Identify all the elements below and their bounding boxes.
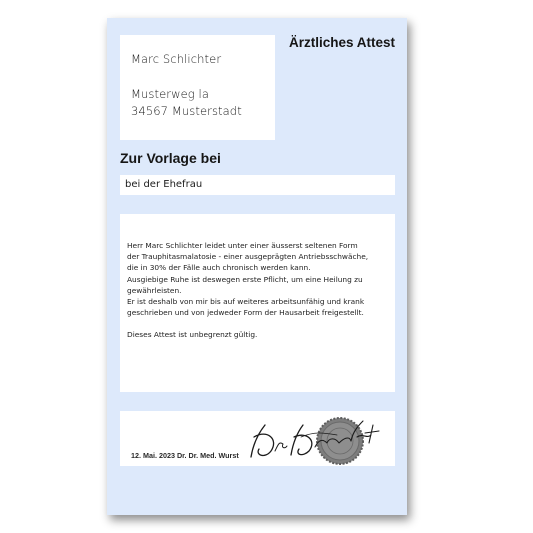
body-line: geschrieben und von jedweder Form der Hausarbeit freigestellt. <box>127 308 364 317</box>
body-line: Er ist deshalb von mir bis auf weiteres arbeitsunfähig und krank <box>127 297 365 306</box>
body-line: Herr Marc Schlichter leidet unter einer äusserst seltenen Form <box>127 241 358 250</box>
vorlage-heading: Zur Vorlage bei <box>120 150 221 166</box>
body-line: der Trauphitasmalatosie - einer ausgeprägten Antriebsschwäche, <box>127 252 369 261</box>
address-street: Musterweg la <box>131 87 209 101</box>
body-line: gewährleisten. <box>127 286 182 295</box>
address-box <box>120 35 275 140</box>
signature-box <box>120 411 395 466</box>
attest-sheet <box>107 18 407 515</box>
footer-date-doctor: 12. Mai. 2023 Dr. Dr. Med. Wurst <box>131 451 239 460</box>
vorlage-value: bei der Ehefrau <box>125 179 203 190</box>
vorlage-box <box>120 175 395 195</box>
attest-body <box>120 214 395 392</box>
body-line: Dieses Attest ist unbegrenzt gültig. <box>127 330 258 339</box>
body-line: Ausgiebige Ruhe ist deswegen erste Pflicht, um eine Heilung zu <box>127 275 363 284</box>
body-line: die in 30% der Fälle auch chronisch werden kann. <box>127 263 311 272</box>
address-city: 34567 Musterstadt <box>131 104 242 118</box>
document-title: Ärztliches Attest <box>288 35 395 50</box>
signature-stamp-graphic <box>245 411 390 469</box>
address-name: Marc Schlichter <box>131 52 222 66</box>
